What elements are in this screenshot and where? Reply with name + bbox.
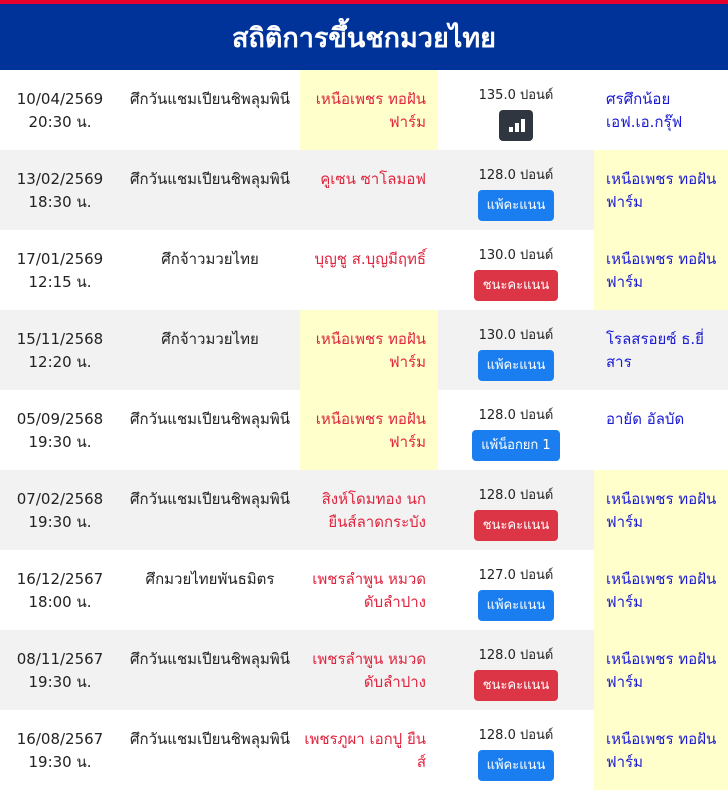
date-cell bbox=[0, 310, 120, 390]
fight-date: 15/11/2568 bbox=[16, 330, 104, 348]
red-corner-cell[interactable] bbox=[300, 470, 438, 550]
blue-corner-name: เหนือเพชร ทอฝันฟาร์ม bbox=[606, 650, 717, 691]
table-row bbox=[0, 710, 728, 790]
table-row bbox=[0, 230, 728, 310]
fight-date: 16/12/2567 bbox=[16, 570, 104, 588]
date-cell bbox=[0, 470, 120, 550]
table-row bbox=[0, 630, 728, 710]
weight-label: 130.0 ปอนด์ bbox=[478, 248, 554, 263]
result-cell bbox=[438, 230, 594, 310]
result-cell bbox=[438, 390, 594, 470]
event-name: ศึกวันแชมเปียนชิพลุมพินี bbox=[130, 650, 290, 668]
result-cell bbox=[438, 310, 594, 390]
blue-corner-name: เหนือเพชร ทอฝันฟาร์ม bbox=[606, 730, 717, 771]
red-corner-cell[interactable] bbox=[300, 310, 438, 390]
event-cell bbox=[120, 230, 300, 310]
red-corner-cell[interactable] bbox=[300, 390, 438, 470]
fight-time: 18:00 น. bbox=[28, 593, 92, 611]
result-badge[interactable]: แพ้คะแนน bbox=[478, 190, 555, 221]
table-row bbox=[0, 470, 728, 550]
red-corner-cell[interactable] bbox=[300, 630, 438, 710]
blue-corner-name: เหนือเพชร ทอฝันฟาร์ม bbox=[606, 170, 717, 211]
blue-corner-cell[interactable] bbox=[594, 470, 728, 550]
weight-label: 127.0 ปอนด์ bbox=[478, 568, 554, 583]
date-cell bbox=[0, 710, 120, 790]
fight-time: 12:15 น. bbox=[28, 273, 92, 291]
event-cell bbox=[120, 310, 300, 390]
result-badge[interactable]: แพ้คะแนน bbox=[478, 350, 555, 381]
fight-date: 16/08/2567 bbox=[16, 730, 104, 748]
event-cell bbox=[120, 550, 300, 630]
result-badge[interactable]: แพ้คะแนน bbox=[478, 750, 555, 781]
event-name: ศึกวันแชมเปียนชิพลุมพินี bbox=[130, 90, 290, 108]
blue-corner-cell[interactable] bbox=[594, 150, 728, 230]
fight-time: 12:20 น. bbox=[28, 353, 92, 371]
date-cell bbox=[0, 630, 120, 710]
event-cell bbox=[120, 470, 300, 550]
red-corner-name: คูเซน ซาโลมอฟ bbox=[320, 170, 426, 188]
fight-time: 20:30 น. bbox=[28, 113, 92, 131]
bar-chart-icon[interactable] bbox=[499, 110, 533, 141]
result-badge[interactable]: แพ้คะแนน bbox=[478, 590, 555, 621]
red-corner-name: สิงห์โดมทอง นกยืนส์ลาดกระบัง bbox=[321, 490, 426, 531]
red-corner-cell[interactable] bbox=[300, 150, 438, 230]
fight-date: 05/09/2568 bbox=[16, 410, 104, 428]
event-name: ศึกวันแชมเปียนชิพลุมพินี bbox=[130, 490, 290, 508]
event-cell bbox=[120, 630, 300, 710]
result-badge[interactable]: แพ้น็อกยก 1 bbox=[472, 430, 559, 461]
event-cell bbox=[120, 390, 300, 470]
table-row bbox=[0, 70, 728, 150]
blue-corner-cell[interactable] bbox=[594, 310, 728, 390]
fight-time: 19:30 น. bbox=[28, 753, 92, 771]
fight-date: 13/02/2569 bbox=[16, 170, 104, 188]
red-corner-cell[interactable] bbox=[300, 550, 438, 630]
event-name: ศึกวันแชมเปียนชิพลุมพินี bbox=[130, 170, 290, 188]
blue-corner-name: อายัด อัลบัด bbox=[606, 410, 685, 428]
date-cell bbox=[0, 70, 120, 150]
table-row bbox=[0, 310, 728, 390]
fight-time: 19:30 น. bbox=[28, 673, 92, 691]
red-corner-name: เพชรลำพูน หมวดดับลำปาง bbox=[312, 570, 426, 611]
table-row bbox=[0, 390, 728, 470]
fight-time: 18:30 น. bbox=[28, 193, 92, 211]
red-corner-name: เหนือเพชร ทอฝันฟาร์ม bbox=[315, 90, 426, 131]
red-corner-cell[interactable] bbox=[300, 710, 438, 790]
event-cell bbox=[120, 710, 300, 790]
result-badge[interactable]: ชนะคะแนน bbox=[474, 510, 559, 541]
event-cell bbox=[120, 150, 300, 230]
result-cell bbox=[438, 550, 594, 630]
event-name: ศึกจ้าวมวยไทย bbox=[161, 330, 259, 348]
red-corner-name: เพชรลำพูน หมวดดับลำปาง bbox=[312, 650, 426, 691]
red-corner-cell[interactable] bbox=[300, 230, 438, 310]
event-name: ศึกมวยไทยพันธมิตร bbox=[145, 570, 275, 588]
fight-history-table bbox=[0, 70, 728, 790]
fight-time: 19:30 น. bbox=[28, 513, 92, 531]
table-row bbox=[0, 150, 728, 230]
date-cell bbox=[0, 150, 120, 230]
weight-label: 128.0 ปอนด์ bbox=[478, 408, 554, 423]
blue-corner-cell[interactable] bbox=[594, 550, 728, 630]
event-name: ศึกวันแชมเปียนชิพลุมพินี bbox=[130, 410, 290, 428]
result-cell bbox=[438, 710, 594, 790]
result-cell bbox=[438, 70, 594, 150]
weight-label: 128.0 ปอนด์ bbox=[478, 648, 554, 663]
red-corner-name: บุญชู ส.บุญมีฤทธิ์ bbox=[314, 250, 426, 268]
result-badge[interactable]: ชนะคะแนน bbox=[474, 670, 559, 701]
result-badge[interactable]: ชนะคะแนน bbox=[474, 270, 559, 301]
fight-date: 08/11/2567 bbox=[16, 650, 104, 668]
event-name: ศึกจ้าวมวยไทย bbox=[161, 250, 259, 268]
blue-corner-name: เหนือเพชร ทอฝันฟาร์ม bbox=[606, 490, 717, 531]
weight-label: 128.0 ปอนด์ bbox=[478, 488, 554, 503]
blue-corner-cell[interactable] bbox=[594, 70, 728, 150]
weight-label: 130.0 ปอนด์ bbox=[478, 328, 554, 343]
red-corner-name: เหนือเพชร ทอฝันฟาร์ม bbox=[315, 330, 426, 371]
weight-label: 135.0 ปอนด์ bbox=[478, 88, 554, 103]
event-cell bbox=[120, 70, 300, 150]
fight-date: 10/04/2569 bbox=[16, 90, 104, 108]
weight-label: 128.0 ปอนด์ bbox=[478, 168, 554, 183]
date-cell bbox=[0, 230, 120, 310]
blue-corner-cell[interactable] bbox=[594, 230, 728, 310]
fight-time: 19:30 น. bbox=[28, 433, 92, 451]
date-cell bbox=[0, 390, 120, 470]
result-cell bbox=[438, 630, 594, 710]
blue-corner-cell[interactable] bbox=[594, 710, 728, 790]
fight-date: 17/01/2569 bbox=[16, 250, 104, 268]
table-row bbox=[0, 550, 728, 630]
date-cell bbox=[0, 550, 120, 630]
blue-corner-name: โรลสรอยซ์ ธ.ยี่สาร bbox=[606, 330, 704, 371]
blue-corner-cell[interactable] bbox=[594, 390, 728, 470]
result-cell bbox=[438, 470, 594, 550]
page-title: สถิติการขึ้นชกมวยไทย bbox=[0, 4, 728, 70]
red-corner-name: เหนือเพชร ทอฝันฟาร์ม bbox=[315, 410, 426, 451]
red-corner-cell[interactable] bbox=[300, 70, 438, 150]
fight-date: 07/02/2568 bbox=[16, 490, 104, 508]
weight-label: 128.0 ปอนด์ bbox=[478, 728, 554, 743]
blue-corner-cell[interactable] bbox=[594, 630, 728, 710]
blue-corner-name: เหนือเพชร ทอฝันฟาร์ม bbox=[606, 570, 717, 611]
blue-corner-name: ศรศึกน้อย เอฟ.เอ.กรุ๊ฟ bbox=[606, 90, 683, 131]
event-name: ศึกวันแชมเปียนชิพลุมพินี bbox=[130, 730, 290, 748]
result-cell bbox=[438, 150, 594, 230]
red-corner-name: เพชรภูผา เอกปู ยืนส์ bbox=[304, 730, 426, 771]
blue-corner-name: เหนือเพชร ทอฝันฟาร์ม bbox=[606, 250, 717, 291]
